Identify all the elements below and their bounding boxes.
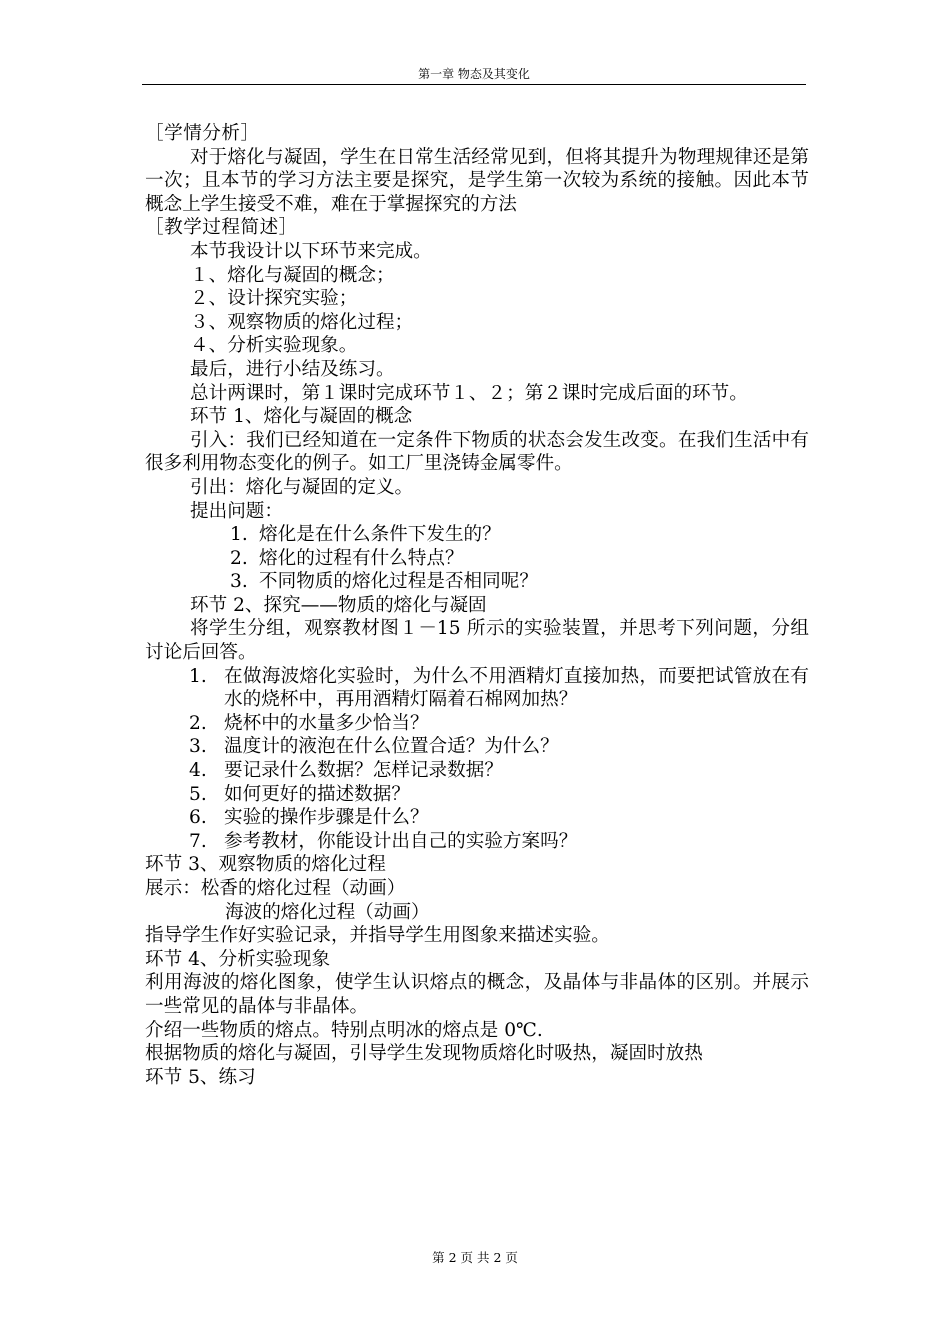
- list-text: 实验的操作步骤是什么？: [224, 807, 429, 829]
- list-number: 6.: [189, 807, 207, 829]
- list-item: [145, 712, 809, 736]
- list-number: 4.: [189, 760, 207, 782]
- link1-ask: 提出问题：: [190, 500, 283, 522]
- process-step: ２、设计探究实验；: [190, 288, 358, 310]
- list-number: 7.: [189, 830, 207, 852]
- list-number: 3.: [189, 736, 207, 758]
- link1-intro: 引入：我们已经知道在一定条件下物质的状态会发生改变。在我们生活中有很多利用物态变化的例子。如工厂里浇铸金属零件。: [145, 429, 809, 475]
- list-item: [145, 547, 809, 571]
- link2-question-list: [145, 665, 809, 854]
- list-number: 3.: [230, 571, 248, 593]
- link3-guide: 指导学生作好实验记录，并指导学生用图象来描述实验。: [145, 925, 610, 947]
- list-text: 在做海波熔化实验时，为什么不用酒精灯直接加热，而要把试管放在有水的烧杯中，再用酒精灯隔着石棉网加热？: [224, 665, 809, 711]
- link2-title: 环节 2、探究——物质的熔化与凝固: [190, 594, 487, 616]
- link2-intro: 将学生分组，观察教材图１－15 所示的实验装置，并思考下列问题，分组讨论后回答。: [145, 618, 809, 664]
- link1-lead: 引出：熔化与凝固的定义。: [190, 476, 414, 498]
- process-step: ４、分析实验现象。: [190, 335, 358, 357]
- process-intro: 本节我设计以下环节来完成。: [190, 240, 432, 262]
- list-item: [145, 665, 809, 712]
- list-text: 如何更好的描述数据？: [224, 783, 410, 805]
- list-number: 5.: [189, 783, 207, 805]
- list-item: [145, 806, 809, 830]
- list-text: 参考教材，你能设计出自己的实验方案吗？: [224, 830, 578, 852]
- process-total: 总计两课时，第１课时完成环节１、２；第２课时完成后面的环节。: [190, 382, 748, 404]
- list-text: 要记录什么数据？怎样记录数据？: [224, 760, 503, 782]
- process-finally: 最后，进行小结及练习。: [190, 358, 395, 380]
- list-text: 熔化是在什么条件下发生的？: [259, 524, 501, 546]
- link4-title: 环节 4、分析实验现象: [145, 948, 331, 970]
- list-text: 烧杯中的水量多少恰当？: [224, 712, 429, 734]
- list-item: [145, 830, 809, 854]
- link1-question-list: [145, 523, 809, 594]
- process-step: １、熔化与凝固的概念；: [190, 264, 395, 286]
- analysis-paragraph: 对于熔化与凝固，学生在日常生活经常见到，但将其提升为物理规律还是第一次；且本节的学习方法主要是探究，是学生第一次较为系统的接触。因此本节概念上学生接受不难，难在于掌握探究的方法: [145, 146, 809, 215]
- list-item: [145, 759, 809, 783]
- page-footer: 第 2 页 共 2 页: [432, 1250, 518, 1265]
- list-item: [145, 783, 809, 807]
- section-title-process: ［教学过程简述］: [145, 217, 298, 239]
- link4-paragraph: 利用海波的熔化图象，使学生认识熔点的概念，及晶体与非晶体的区别。并展示一些常见的晶体与非晶体。: [145, 972, 809, 1017]
- link5-title: 环节 5、练习: [145, 1066, 256, 1088]
- link4-paragraph: 根据物质的熔化与凝固，引导学生发现物质熔化时吸热，凝固时放热: [145, 1043, 703, 1065]
- link1-title: 环节 1、熔化与凝固的概念: [190, 406, 413, 428]
- process-step: ３、观察物质的熔化过程；: [190, 311, 414, 333]
- list-item: [145, 570, 809, 594]
- list-item: [145, 523, 809, 547]
- page-header: 第一章 物态及其变化: [142, 66, 806, 85]
- list-text: 温度计的液泡在什么位置合适？为什么？: [224, 736, 559, 758]
- list-number: 2.: [230, 547, 248, 569]
- link3-title: 环节 3、观察物质的熔化过程: [145, 854, 386, 876]
- list-number: 2.: [189, 712, 207, 734]
- list-number: 1.: [189, 665, 207, 687]
- section-title-analysis: ［学情分析］: [145, 123, 260, 144]
- link3-show-rosin: 展示：松香的熔化过程（动画）: [145, 878, 406, 899]
- list-text: 熔化的过程有什么特点？: [259, 547, 464, 569]
- list-item: [145, 735, 809, 759]
- link3-show-hypo: 海波的熔化过程（动画）: [225, 901, 430, 923]
- link4-paragraph: 介绍一些物质的熔点。特别点明冰的熔点是 0℃.: [145, 1019, 543, 1041]
- document-body: [145, 122, 809, 1089]
- list-number: 1.: [230, 524, 248, 546]
- list-text: 不同物质的熔化过程是否相同呢？: [259, 571, 538, 593]
